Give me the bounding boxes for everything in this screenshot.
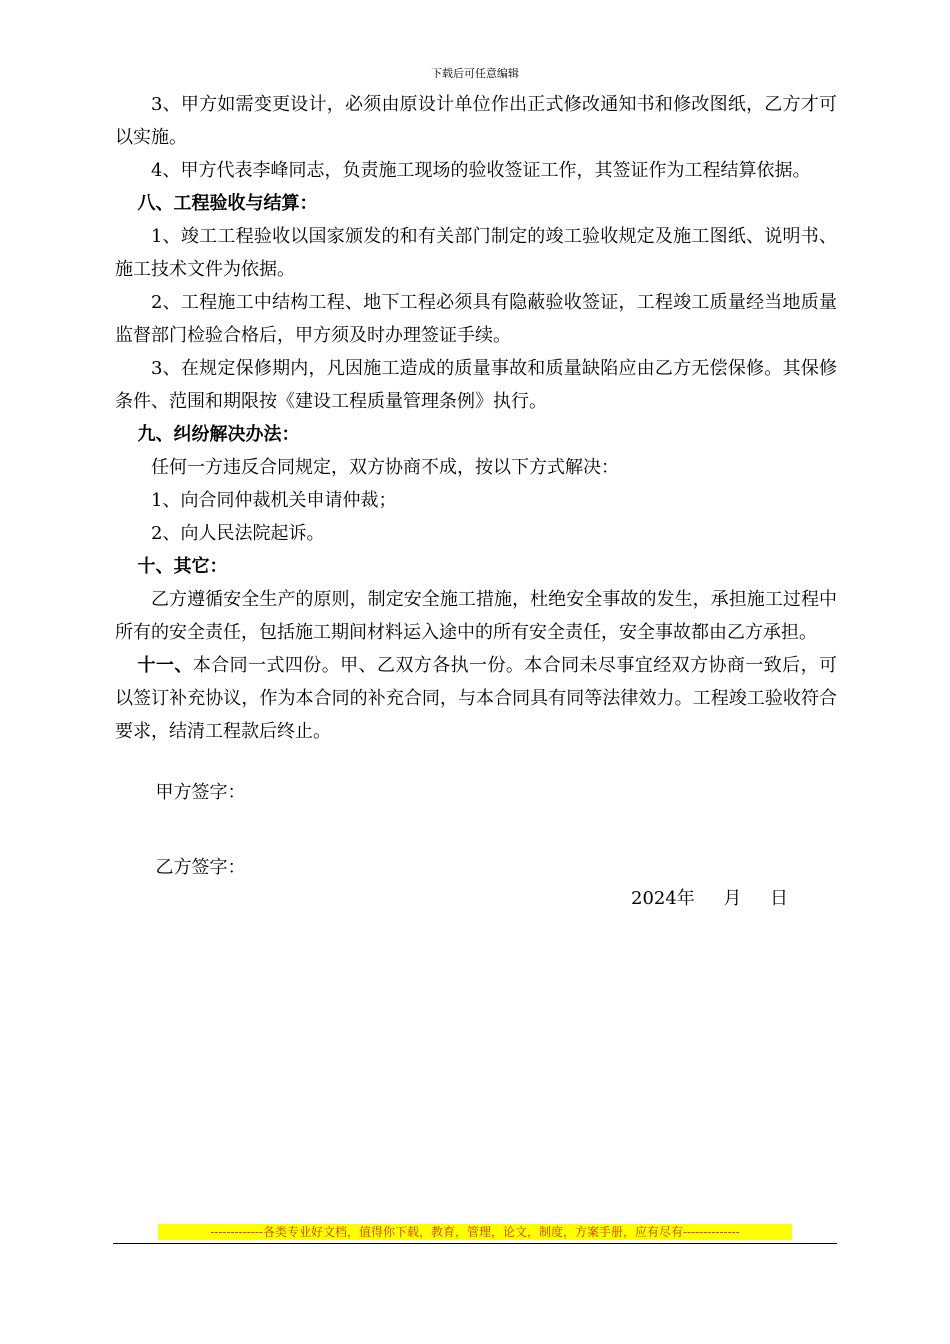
closing-clause bbox=[115, 649, 837, 748]
section-heading-other: 十、其它： bbox=[137, 556, 228, 577]
closing-clause-text: 本合同一式四份。甲、乙双方各执一份。本合同未尽事宜经双方协商一致后，可以签订补充协议，作为本合同的补充合同，与本合同具有同等法律效力。工程竣工验收符合要求，结清工程款后终止。 bbox=[115, 655, 838, 742]
acceptance-item-3: 3、在规定保修期内，凡因施工造成的质量事故和质量缺陷应由乙方无偿保修。其保修条件、范围和期限按《建设工程质量管理条例》执行。 bbox=[115, 358, 837, 412]
document-body bbox=[115, 88, 837, 914]
footer-divider bbox=[113, 1243, 837, 1244]
acceptance-item-2: 2、工程施工中结构工程、地下工程必须具有隐蔽验收签证，工程竣工质量经当地质量监督部门检验合格后，甲方须及时办理签证手续。 bbox=[115, 292, 837, 346]
section-heading-acceptance: 八、工程验收与结算： bbox=[137, 193, 318, 214]
signing-date: 2024年 月 日 bbox=[631, 888, 789, 909]
other-paragraph: 乙方遵循安全生产的原则，制定安全施工措施，杜绝安全事故的发生，承担施工过程中所有的安全责任，包括施工期间材料运入途中的所有安全责任，安全事故都由乙方承担。 bbox=[115, 589, 837, 643]
disputes-item-2: 2、向人民法院起诉。 bbox=[151, 523, 325, 544]
clause-8-3-paragraph: 3、甲方如需变更设计，必须由原设计单位作出正式修改通知书和修改图纸，乙方才可以实施。 bbox=[115, 94, 837, 148]
party-b-signature: 乙方签字： bbox=[155, 857, 246, 878]
party-a-signature: 甲方签字： bbox=[155, 782, 246, 803]
section-heading-disputes: 九、纠纷解决办法： bbox=[137, 424, 300, 445]
header-note: 下载后可任意编辑 bbox=[431, 67, 519, 80]
disputes-item-1: 1、向合同仲裁机关申请仲裁； bbox=[151, 490, 397, 511]
acceptance-item-1: 1、竣工工程验收以国家颁发的和有关部门制定的竣工验收规定及施工图纸、说明书、施工技术文件为依据。 bbox=[115, 226, 837, 280]
footer-banner: -------------各类专业好文档，值得你下载，教育，管理，论文，制度，方案手册，应有尽有-------------- bbox=[158, 1224, 792, 1240]
closing-clause-number: 十一、 bbox=[137, 655, 193, 676]
clause-8-4-paragraph: 4、甲方代表李峰同志，负责施工现场的验收签证工作，其签证作为工程结算依据。 bbox=[151, 160, 811, 181]
disputes-intro: 任何一方违反合同规定，双方协商不成，按以下方式解决： bbox=[151, 457, 619, 478]
